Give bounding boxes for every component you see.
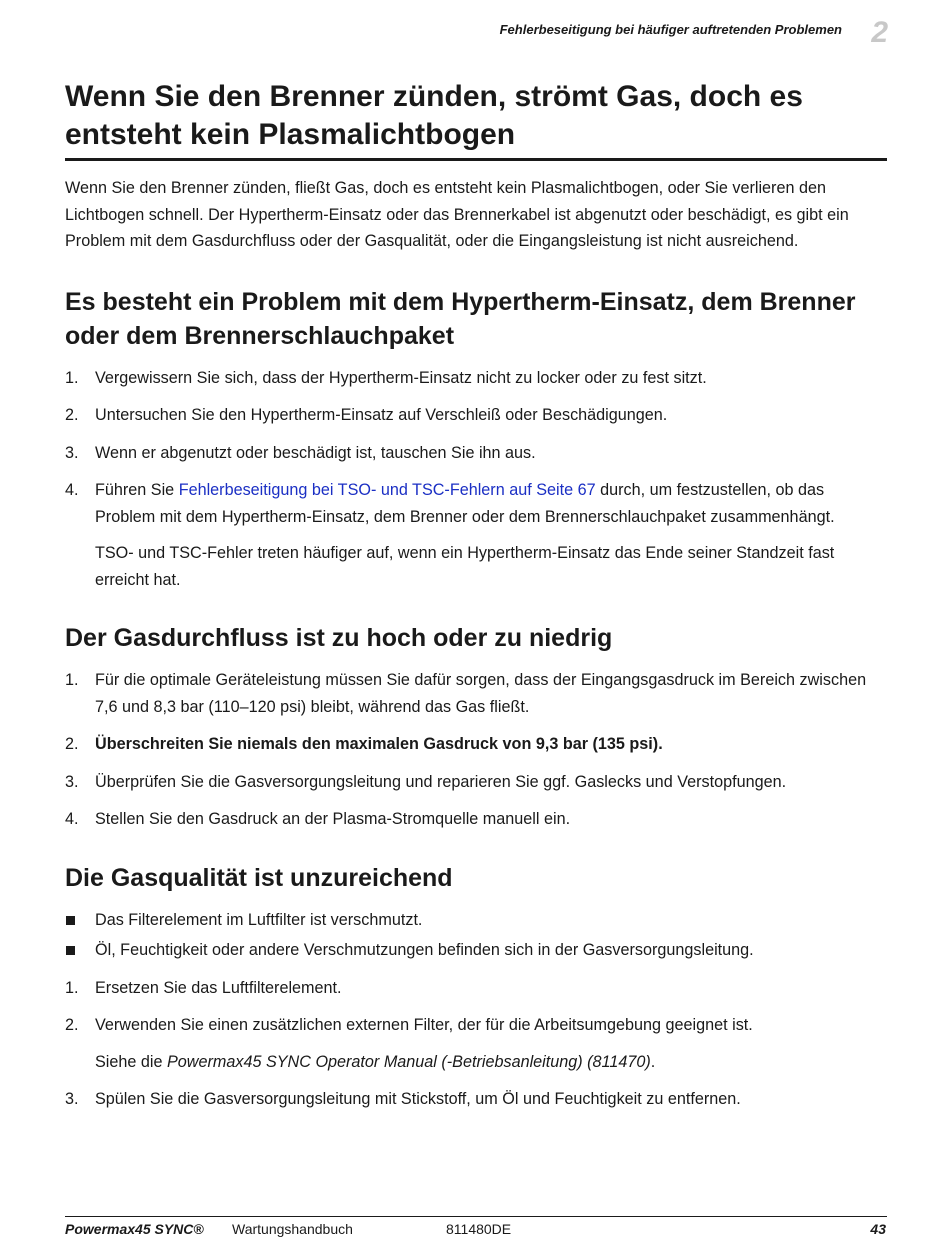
list-item [65, 1086, 887, 1113]
item-text: Wenn er abgenutzt oder beschädigt ist, tauschen Sie ihn aus. [95, 443, 536, 462]
item-number: 4. [65, 481, 79, 499]
item-text: Untersuchen Sie den Hypertherm-Einsatz auf Verschleiß oder Beschädigungen. [95, 406, 668, 424]
page-title: Wenn Sie den Brenner zünden, strömt Gas, doch es entsteht kein Plasmalichtbogen [65, 78, 887, 161]
bullet-item [65, 907, 887, 934]
item-number: 2. [65, 406, 79, 424]
item-number: 3. [65, 1090, 79, 1108]
intro-paragraph: Wenn Sie den Brenner zünden, fließt Gas, doch es entsteht kein Plasmalichtbogen, oder Sie verlieren den Lichtbogen schnell. Der Hypertherm-Einsatz oder das Brennerkabel ist abgenutzt oder beschädigt, es gibt ein Problem mit dem Gasdurchfluss oder der Gasqualität, oder die Eingangsleistung ist nicht ausreichend. [65, 179, 849, 250]
item-text: Stellen Sie den Gasdruck an der Plasma-Stromquelle manuell ein. [95, 810, 571, 828]
consumable-steps-list [65, 365, 887, 531]
gas-flow-steps-list [65, 667, 887, 833]
bullet-item [65, 937, 887, 964]
footer-document-number: 811480DE [446, 1221, 512, 1237]
chapter-number: 2 [871, 16, 888, 49]
page-content [65, 78, 887, 1113]
section-consumable-problem [65, 285, 887, 594]
item-number: 3. [65, 443, 79, 462]
list-item [65, 365, 887, 392]
list-item [65, 806, 887, 833]
tso-tsc-troubleshooting-link[interactable]: Fehlerbeseitigung bei TSO- und TSC-Fehlern auf Seite 67 [178, 481, 596, 499]
square-bullet-icon [66, 946, 75, 955]
list-item [65, 769, 887, 796]
item-text-suffix: durch, um festzustellen, ob das Problem mit dem Hypertherm-Einsatz, dem Brenner oder dem Brennerschlauchpaket zusammenhängt. [95, 481, 835, 526]
square-bullet-icon [66, 916, 75, 925]
gas-quality-causes-list [65, 907, 887, 964]
max-pressure-warning: Überschreiten Sie niemals den maximalen Gasdruck von 9,3 bar (135 psi). [95, 735, 663, 753]
reference-suffix: . [650, 1052, 656, 1071]
footer-divider [65, 1216, 887, 1217]
operator-manual-title: Powermax45 SYNC Operator Manual (-Betriebsanleitung) (811470) [167, 1052, 651, 1071]
list-item [65, 402, 887, 429]
tso-tsc-note: TSO- und TSC-Fehler treten häufiger auf, wenn ein Hypertherm-Einsatz das Ende seiner Standzeit fast erreicht hat. [95, 544, 835, 589]
item-number: 1. [65, 368, 79, 387]
footer-page-number: 43 [870, 1221, 886, 1237]
list-item [65, 975, 887, 1002]
section-gas-quality [65, 861, 887, 1113]
section-heading-gas-flow: Der Gasdurchfluss ist zu hoch oder zu niedrig [65, 624, 613, 652]
item-text: Für die optimale Geräteleistung müssen Sie dafür sorgen, dass der Eingangsgasdruck im Bereich zwischen 7,6 und 8,3 bar (110–120 psi) bleibt, während das Gas fließt. [95, 671, 867, 716]
list-item [65, 731, 887, 758]
footer-product-name: Powermax45 SYNC® [65, 1221, 204, 1237]
item-text: Vergewissern Sie sich, dass der Hypertherm-Einsatz nicht zu locker oder zu fest sitzt. [95, 368, 707, 387]
item-number: 1. [65, 671, 79, 689]
list-item [65, 1012, 887, 1039]
item-number: 2. [65, 1016, 79, 1034]
item-number: 1. [65, 978, 79, 997]
list-item [65, 667, 887, 720]
section-heading-consumable: Es besteht ein Problem mit dem Hypertherm-Einsatz, dem Brenner oder dem Brennerschlauchpaket [65, 287, 856, 350]
item-number: 2. [65, 735, 79, 753]
item-text: Ersetzen Sie das Luftfilterelement. [95, 978, 342, 997]
operator-manual-reference [65, 1049, 887, 1076]
running-header-title: Fehlerbeseitigung bei häufiger auftretenden Problemen [499, 22, 842, 37]
gas-quality-steps-list-continued [65, 1086, 887, 1113]
list-item [65, 477, 887, 530]
item-text: Spülen Sie die Gasversorgungsleitung mit Stickstoff, um Öl und Feuchtigkeit zu entfernen. [95, 1090, 741, 1108]
item-number: 4. [65, 810, 79, 828]
reference-prefix: Siehe die [95, 1052, 167, 1071]
section-heading-gas-quality: Die Gasqualität ist unzureichend [65, 863, 453, 892]
footer-manual-name: Wartungshandbuch [232, 1221, 353, 1237]
item-text: Verwenden Sie einen zusätzlichen externen Filter, der für die Arbeitsumgebung geeignet ist. [95, 1016, 753, 1034]
item-text-prefix: Führen Sie [95, 481, 179, 499]
bullet-text: Das Filterelement im Luftfilter ist verschmutzt. [95, 910, 423, 929]
item-text: Überprüfen Sie die Gasversorgungsleitung und reparieren Sie ggf. Gaslecks und Verstopfungen. [95, 772, 787, 791]
bullet-text: Öl, Feuchtigkeit oder andere Verschmutzungen befinden sich in der Gasversorgungsleitung. [95, 941, 754, 959]
gas-quality-steps-list [65, 975, 887, 1039]
section-gas-flow [65, 621, 887, 833]
list-item [65, 440, 887, 467]
item-number: 3. [65, 772, 79, 791]
